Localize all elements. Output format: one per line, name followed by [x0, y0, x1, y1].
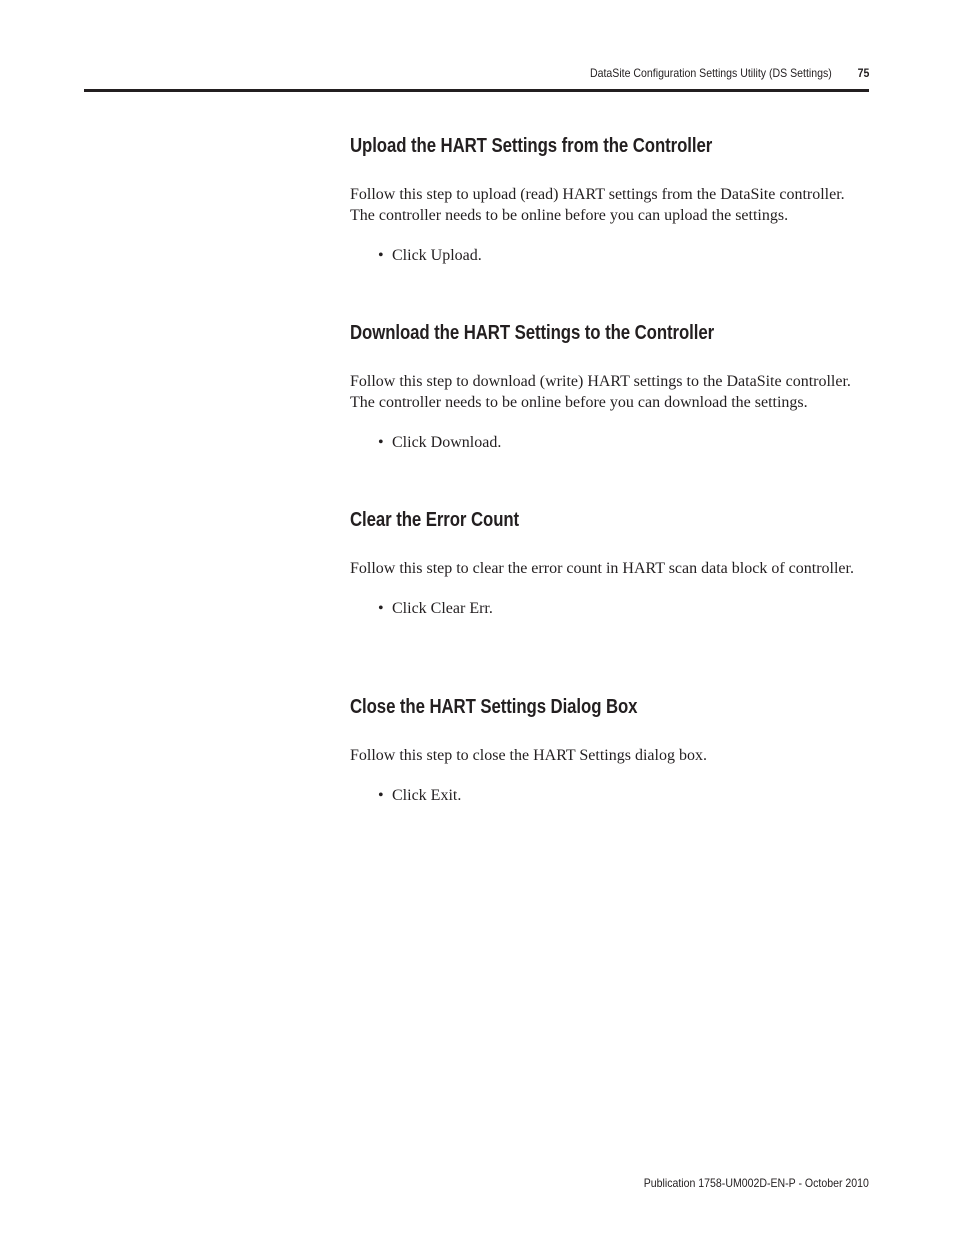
section-download: [350, 320, 870, 453]
bullet-item: [378, 598, 854, 619]
bullet-item: [378, 785, 707, 806]
page-header: [84, 66, 869, 82]
bullet-item: [378, 432, 870, 453]
section-heading: Download the HART Settings to the Controller: [350, 322, 715, 344]
bullet-list: [378, 245, 870, 266]
main-content: [350, 133, 870, 833]
header-rule: [84, 89, 869, 92]
section-heading: Close the HART Settings Dialog Box: [350, 696, 638, 718]
bullet-list: [378, 785, 707, 806]
running-title: DataSite Configuration Settings Utility (DS Settings): [590, 66, 832, 80]
section-body: Follow this step to close the HART Settings dialog box.: [350, 747, 707, 764]
bullet-icon: •: [378, 600, 384, 617]
section-body: Follow this step to clear the error count in HART scan data block of controller.: [350, 560, 854, 577]
bullet-icon: •: [378, 787, 384, 804]
section-close-dialog: [350, 694, 707, 806]
bullet-text: Click Exit.: [392, 787, 462, 804]
section-body: Follow this step to download (write) HART settings to the DataSite controller. The controller needs to be online before you can download the settings.: [350, 373, 851, 411]
bullet-text: Click Download.: [392, 434, 502, 451]
bullet-icon: •: [378, 434, 384, 451]
page-number: 75: [857, 66, 869, 80]
publication-footer: Publication 1758-UM002D-EN-P - October 2010: [643, 1176, 869, 1190]
section-clear-error-count: [350, 507, 854, 619]
section-body: Follow this step to upload (read) HART settings from the DataSite controller. The controller needs to be online before you can upload the settings.: [350, 186, 845, 224]
bullet-item: [378, 245, 870, 266]
bullet-list: [378, 432, 870, 453]
bullet-icon: •: [378, 247, 384, 264]
section-heading: Clear the Error Count: [350, 509, 520, 531]
bullet-text: Click Clear Err.: [392, 600, 493, 617]
section-heading: Upload the HART Settings from the Controller: [350, 135, 713, 157]
bullet-list: [378, 598, 854, 619]
section-upload: [350, 133, 870, 266]
bullet-text: Click Upload.: [392, 247, 482, 264]
